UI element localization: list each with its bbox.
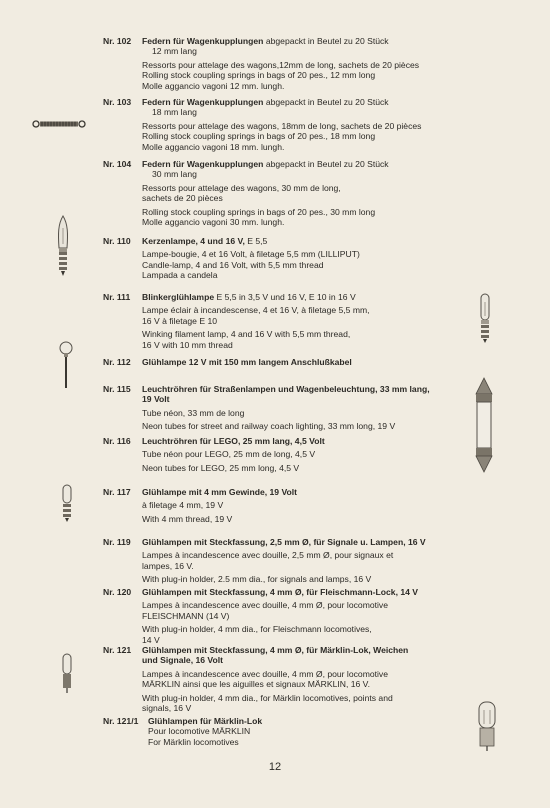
entry-en-cont: 16 V with 10 mm thread [142,339,233,350]
entry-number: Nr. 111 [103,292,131,302]
entry-fr-cont: MÄRKLIN ainsi que les aiguilles et signaux MÄRKLIN, 16 V. [142,679,371,690]
entry-number: Nr. 120 [103,587,132,597]
entry-it: Molle aggancio vagoni 18 mm. lungh. [142,141,285,152]
entry-number: Nr. 121 [103,645,132,655]
entry-fr: Lampe éclair à incandescense, 4 et 16 V, à filetage 5,5 mm, [142,305,370,316]
entry-number: Nr. 116 [103,436,131,446]
winking-lamp-icon [478,292,492,346]
entry-fr: Tube néon pour LEGO, 25 mm de long, 4,5 V [142,449,316,460]
entry-en-cont: 14 V [142,634,160,645]
entry-title: Federn für Wagenkupplungen abgepackt in Beutel zu 20 Stück [142,159,389,169]
entry-fr: Tube néon, 33 mm de long [142,407,245,418]
entry-en: Rolling stock coupling springs in bags of 20 pes., 18 mm long [142,131,376,142]
entry-title: Glühlampen mit Steckfassung, 2,5 mm Ø, für Signale u. Lampen, 16 V [142,537,426,547]
glow-lamp-with-cable-icon [58,340,74,390]
entry-title: Leuchtröhren für LEGO, 25 mm lang, 4,5 Volt [142,436,325,446]
entry-117 [103,487,463,524]
entry-en: Candle-lamp, 4 and 16 Volt, with 5,5 mm thread [142,259,324,270]
entry-number: Nr. 110 [103,236,131,246]
entry-en: For Märklin locomotives [148,736,239,747]
entry-fr: Lampes à incandescence avec douille, 4 mm Ø, pour locomotive [142,600,389,611]
entry-119 [103,537,463,585]
entry-fr: Lampes à incandescence avec douille, 4 mm Ø, pour locomotive [142,668,389,679]
entry-title-cont: 18 mm lang [152,107,197,118]
entry-121-1 [103,716,463,747]
entry-title: Glühlampe mit 4 mm Gewinde, 19 Volt [142,487,298,497]
entry-116 [103,436,463,473]
neon-tube-icon [470,376,498,476]
entry-102 [103,36,463,91]
entry-fr-cont: FLEISCHMANN (14 V) [142,610,230,621]
entry-fr: Lampe-bougie, 4 et 16 Volt, à filetage 5,5 mm (LILLIPUT) [142,249,360,260]
entry-number: Nr. 102 [103,36,132,46]
entry-number: Nr. 121/1 [103,716,139,726]
entry-fr: à filetage 4 mm, 19 V [142,500,224,511]
entry-fr-cont: sachets de 20 pièces [142,193,223,204]
entry-en: With plug-in holder, 4 mm dia., for Fleischmann locomotives, [142,624,372,635]
entry-it: Lampada a candela [142,270,218,281]
entry-title: Blinkerglühlampe E 5,5 in 3,5 V und 16 V, E 10 in 16 V [142,292,356,302]
entry-en: Winking filament lamp, 4 and 16 V with 5,5 mm thread, [142,329,351,340]
entry-121 [103,645,463,713]
entry-number: Nr. 104 [103,159,132,169]
entry-fr-cont: lampes, 16 V. [142,560,194,571]
coupling-spring-icon [32,118,86,130]
page-number: 12 [268,761,282,773]
entry-110 [103,236,463,281]
entry-en: With plug-in holder, 4 mm dia., for Märklin locomotives, points and [142,692,393,703]
entry-title-cont: 30 mm lang [152,169,197,180]
entry-111 [103,292,463,350]
entry-en: With plug-in holder, 2.5 mm dia., for signals and lamps, 16 V [142,574,372,585]
entry-number: Nr. 112 [103,357,131,367]
entry-title: Leuchtröhren für Straßenlampen und Wagenbeleuchtung, 33 mm lang, [142,384,430,394]
entry-en: With 4 mm thread, 19 V [142,513,233,524]
entry-en: Rolling stock coupling springs in bags of 20 pes., 12 mm long [142,70,376,81]
entry-en: Neon tubes for LEGO, 25 mm long, 4,5 V [142,462,300,473]
threaded-lamp-icon [60,483,74,523]
entry-title: Glühlampen für Märklin-Lok [148,716,263,726]
entry-120 [103,587,463,645]
entry-103 [103,97,463,152]
entry-it: Molle aggancio vagoni 12 mm. lungh. [142,80,285,91]
entry-fr: Lampes à incandescence avec douille, 2,5 mm Ø, pour signaux et [142,550,394,561]
entry-number: Nr. 103 [103,97,132,107]
entry-title-cont: 19 Volt [142,394,170,405]
entry-title: Federn für Wagenkupplungen abgepackt in Beutel zu 20 Stück [142,36,389,46]
entry-title-cont: 12 mm lang [152,46,197,57]
entry-number: Nr. 117 [103,487,131,497]
plug-in-lamp-icon [60,652,74,694]
entry-title: Glühlampen mit Steckfassung, 4 mm Ø, für Fleischmann-Lock, 14 V [142,587,419,597]
entry-title-cont: und Signale, 16 Volt [142,655,224,666]
entry-it: Molle aggancio vagoni 30 mm. lungh. [142,217,285,228]
entry-fr-cont: 16 V à filetage E 10 [142,315,218,326]
entry-title: Glühlampe 12 V mit 150 mm langem Anschlußkabel [142,357,352,367]
entry-title: Federn für Wagenkupplungen abgepackt in Beutel zu 20 Stück [142,97,389,107]
entry-fr: Ressorts pour attelage des wagons, 30 mm de long, [142,182,341,193]
entry-en: Rolling stock coupling springs in bags of 20 pes., 30 mm long [142,206,376,217]
entry-fr: Ressorts pour attelage des wagons, 18mm de long, sachets de 20 pièces [142,120,422,131]
entry-title: Kerzenlampe, 4 und 16 V, E 5,5 [142,236,268,246]
entry-104 [103,159,463,227]
entry-title: Glühlampen mit Steckfassung, 4 mm Ø, für Märklin-Lok, Weichen [142,645,409,655]
candle-lamp-icon [55,214,71,280]
entry-en: Neon tubes for street and railway coach lighting, 33 mm long, 19 V [142,421,396,432]
entry-number: Nr. 119 [103,537,131,547]
marklin-plug-in-lamp-icon [475,700,499,752]
entry-fr: Ressorts pour attelage des wagons,12mm de long, sachets de 20 pièces [142,59,420,70]
entry-fr: Pour locomotive MÄRKLIN [148,726,251,737]
entry-number: Nr. 115 [103,384,131,394]
entry-115 [103,384,463,432]
entry-112 [103,357,463,367]
entry-en-cont: signals, 16 V [142,703,192,714]
